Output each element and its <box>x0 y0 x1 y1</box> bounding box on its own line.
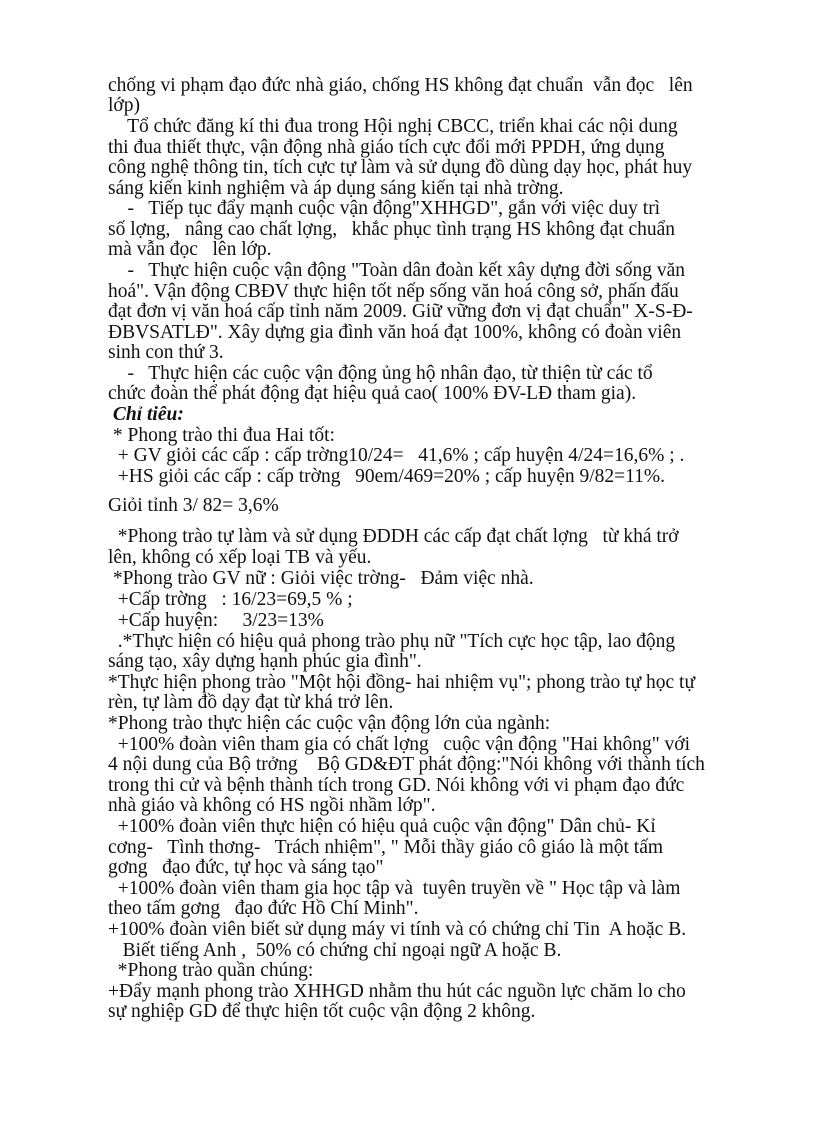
text-line: sáng tạo, xây dựng hạnh phúc gia đình". <box>108 651 422 672</box>
text-line: thi đua thiết thực, vận động nhà giáo tích cực đổi mới PPDH, ứng dụng <box>108 137 665 158</box>
text-line: + GV giỏi các cấp : cấp trờng10/24= 41,6% ; cấp huyện 4/24=16,6% ; . <box>108 445 685 466</box>
text-line: rèn, tự làm đồ dạy đạt từ khá trở lên. <box>108 692 394 713</box>
text-line: sáng kiến kinh nghiệm và áp dụng sáng kiến tại nhà trờng. <box>108 178 564 199</box>
text-line: trong thi cử và bệnh thành tích trong GD. Nói không với vi phạm đạo đức <box>108 775 685 796</box>
text-line: *Phong trào tự làm và sử dụng ĐDDH các cấp đạt chất lợng từ khá trở <box>108 526 679 547</box>
text-line: công nghệ thông tin, tích cực tự làm và sử dụng đồ dùng dạy học, phát huy <box>108 157 693 178</box>
text-line: - Tiếp tục đẩy mạnh cuộc vận động"XHHGD", gắn với việc duy trì <box>108 198 661 219</box>
text-line: - Thực hiện các cuộc vận động ủng hộ nhân đạo, từ thiện từ các tổ <box>108 363 653 384</box>
text-line: Tổ chức đăng kí thi đua trong Hội nghị CBCC, triển khai các nội dung <box>108 116 678 137</box>
text-line: số lợng, nâng cao chất lợng, khắc phục tình trạng HS không đạt chuẩn <box>108 219 676 240</box>
text-line: +Đẩy mạnh phong trào XHHGD nhằm thu hút các nguồn lực chăm lo cho <box>108 981 686 1002</box>
text-line: theo tấm gơng đạo đức Hồ Chí Minh". <box>108 898 419 919</box>
text-line: chức đoàn thể phát động đạt hiệu quả cao( 100% ĐV-LĐ tham gia). <box>108 383 637 404</box>
text-line: Biết tiếng Anh , 50% có chứng chỉ ngoại ngữ A hoặc B. <box>108 940 562 961</box>
text-line: sinh con thứ 3. <box>108 342 224 363</box>
text-line: * Phong trào thi đua Hai tốt: <box>108 425 335 446</box>
text-line: +100% đoàn viên tham gia có chất lợng cuộc vận động "Hai không" với <box>108 734 691 755</box>
text-line: +100% đoàn viên thực hiện có hiệu quả cuộc vận động" Dân chủ- Kỉ <box>108 816 656 837</box>
text-line: +Cấp huyện: 3/23=13% <box>108 610 324 631</box>
text-line: *Phong trào quần chúng: <box>108 960 314 981</box>
section-heading-chi-tieu: Chỉ tiêu: <box>108 404 184 425</box>
text-line: cơng- Tình thơng- Trách nhiệm", " Mỗi thầy giáo cô giáo là một tấm <box>108 837 664 858</box>
text-line: nhà giáo và không có HS ngồi nhầm lớp". <box>108 795 436 816</box>
text-line: chống vi phạm đạo đức nhà giáo, chống HS không đạt chuẩn vẫn đọc lên <box>108 75 693 96</box>
text-line: lớp) <box>108 95 140 116</box>
text-line: ĐBVSATLĐ". Xây dựng gia đình văn hoá đạt 100%, không có đoàn viên <box>108 322 682 343</box>
text-line: *Phong trào thực hiện các cuộc vận động lớn của ngành: <box>108 713 551 734</box>
text-line: +Cấp trờng : 16/23=69,5 % ; <box>108 589 353 610</box>
text-line: đạt đơn vị văn hoá cấp tỉnh năm 2009. Giữ vững đơn vị đạt chuẩn" X-S-Đ- <box>108 301 693 322</box>
text-line: *Phong trào GV nữ : Giỏi việc trờng- Đảm việc nhà. <box>108 568 534 589</box>
text-line: Giỏi tỉnh 3/ 82= 3,6% <box>108 495 279 516</box>
text-line: 4 nội dung của Bộ trởng Bộ GD&ĐT phát động:"Nói không với thành tích <box>108 754 705 775</box>
text-line: +100% đoàn viên biết sử dụng máy vi tính và có chứng chỉ Tin A hoặc B. <box>108 919 687 940</box>
text-line: mà vẫn đọc lên lớp. <box>108 239 272 260</box>
text-line: hoá". Vận động CBĐV thực hiện tốt nếp sống văn hoá công sở, phấn đấu <box>108 281 679 302</box>
text-line: *Thực hiện phong trào "Một hội đồng- hai nhiệm vụ"; phong trào tự học tự <box>108 672 696 693</box>
text-line: +100% đoàn viên tham gia học tập và tuyên truyền về " Học tập và làm <box>108 878 681 899</box>
text-line: lên, không có xếp loại TB và yếu. <box>108 547 372 568</box>
text-line: +HS giỏi các cấp : cấp trờng 90em/469=20% ; cấp huyện 9/82=11%. <box>108 466 666 487</box>
text-line: - Thực hiện cuộc vận động "Toàn dân đoàn kết xây dựng đời sống văn <box>108 260 686 281</box>
text-line: sự nghiệp GD để thực hiện tốt cuộc vận động 2 không. <box>108 1001 536 1022</box>
text-line: .*Thực hiện có hiệu quả phong trào phụ nữ "Tích cực học tập, lao động <box>108 631 676 652</box>
text-line: gơng đạo đức, tự học và sáng tạo" <box>108 857 384 878</box>
